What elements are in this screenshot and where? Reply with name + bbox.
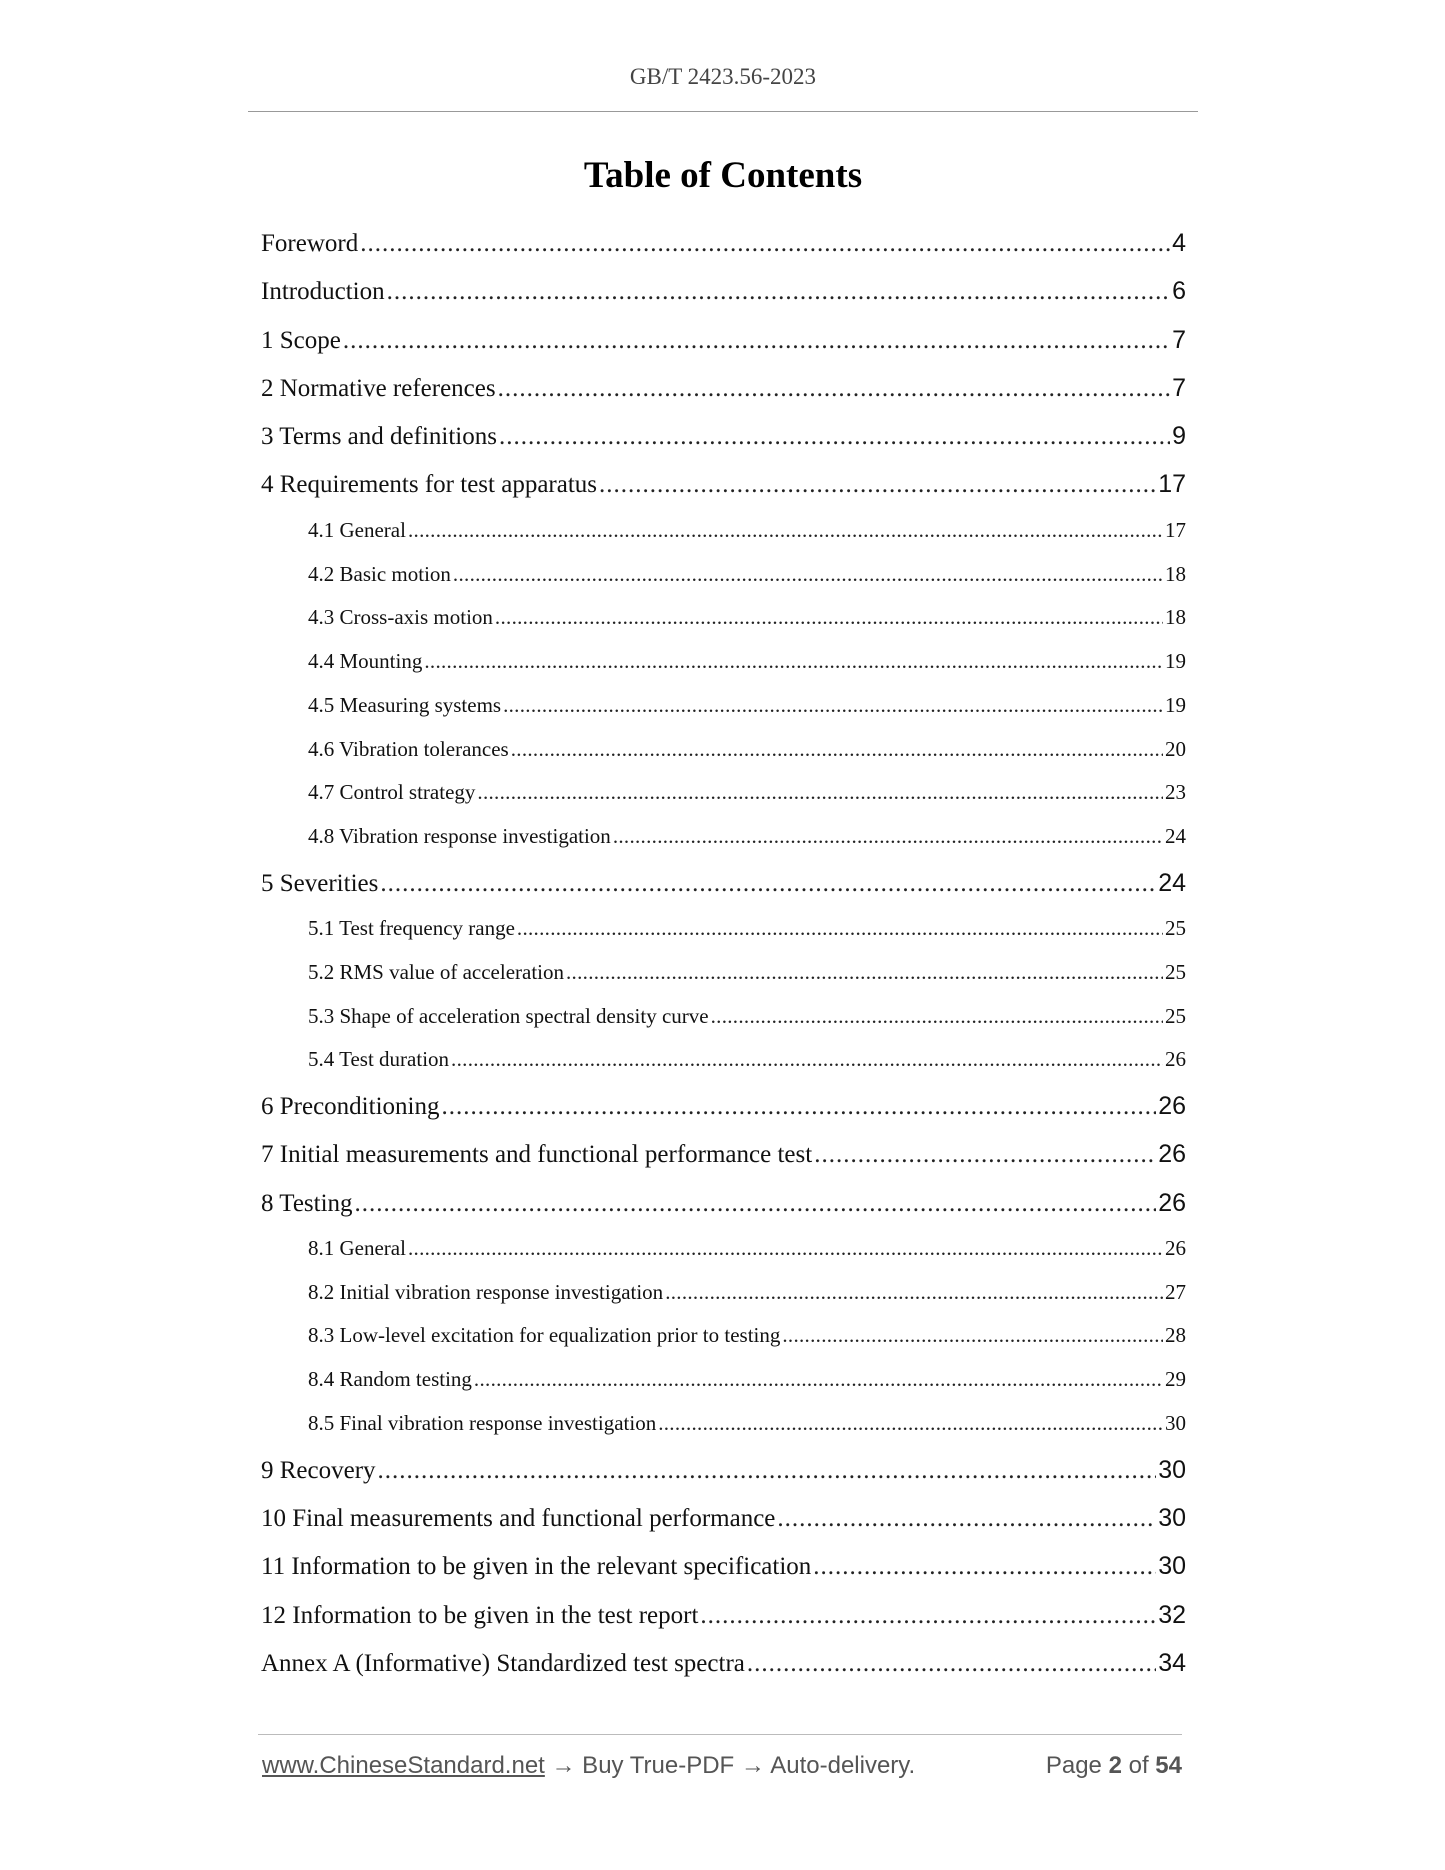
table-of-contents xyxy=(261,219,1186,1687)
toc-entry-label: 8.2 Initial vibration response investigation xyxy=(308,1279,664,1304)
toc-subentry[interactable] xyxy=(261,1227,1186,1271)
toc-entry-label: 4 Requirements for test apparatus xyxy=(261,471,598,499)
toc-entry-label: 4.7 Control strategy xyxy=(308,780,476,805)
toc-page-number: 27 xyxy=(1165,1279,1186,1304)
toc-entry-label: 4.2 Basic motion xyxy=(308,561,451,586)
toc-entry-label: 5.4 Test duration xyxy=(308,1047,450,1072)
toc-dot-leader xyxy=(613,815,1163,859)
toc-entry-label: 4.3 Cross-axis motion xyxy=(308,605,493,630)
toc-dot-leader xyxy=(424,640,1163,684)
toc-entry[interactable] xyxy=(261,1130,1186,1178)
toc-dot-leader xyxy=(387,268,1171,315)
toc-dot-leader xyxy=(378,1447,1157,1494)
header-divider xyxy=(248,111,1198,112)
toc-subentry[interactable] xyxy=(261,771,1186,815)
toc-entry-label: 4.8 Vibration response investigation xyxy=(308,824,611,849)
toc-dot-leader xyxy=(477,771,1163,815)
toc-dot-leader xyxy=(495,596,1163,640)
toc-subentry[interactable] xyxy=(261,1314,1186,1358)
toc-page-number: 26 xyxy=(1165,1235,1186,1260)
toc-entry[interactable] xyxy=(261,267,1186,315)
toc-dot-leader xyxy=(451,1038,1163,1082)
toc-dot-leader xyxy=(665,1271,1163,1315)
toc-page-number: 25 xyxy=(1165,1003,1186,1028)
page-indicator xyxy=(1046,1752,1182,1780)
toc-entry-label: 2 Normative references xyxy=(261,374,496,402)
toc-entry-label: 4.4 Mounting xyxy=(308,649,423,674)
toc-dot-leader xyxy=(441,1083,1156,1130)
toc-page-number: 18 xyxy=(1165,605,1186,630)
toc-subentry[interactable] xyxy=(261,596,1186,640)
page-prefix: Page xyxy=(1045,1752,1102,1779)
toc-entry-label: 12 Information to be given in the test report xyxy=(261,1601,699,1629)
toc-page-number: 7 xyxy=(1172,325,1186,354)
toc-entry-label: 5.2 RMS value of acceleration xyxy=(308,959,564,984)
toc-dot-leader xyxy=(566,951,1163,995)
toc-dot-leader xyxy=(498,365,1170,412)
toc-entry[interactable] xyxy=(261,1446,1186,1494)
footer-divider xyxy=(258,1734,1182,1735)
toc-entry[interactable] xyxy=(261,364,1186,412)
toc-subentry[interactable] xyxy=(261,1402,1186,1446)
toc-dot-leader xyxy=(658,1402,1163,1446)
toc-dot-leader xyxy=(474,1358,1163,1402)
toc-entry-label: Introduction xyxy=(261,278,385,306)
toc-entry-label: 8.3 Low-level excitation for equalization prior to testing xyxy=(308,1323,781,1348)
toc-dot-leader xyxy=(380,860,1156,907)
toc-dot-leader xyxy=(360,220,1170,267)
toc-dot-leader xyxy=(700,1592,1156,1639)
toc-entry-label: 4.6 Vibration tolerances xyxy=(308,736,509,761)
toc-dot-leader xyxy=(511,728,1163,772)
toc-subentry[interactable] xyxy=(261,684,1186,728)
toc-entry[interactable] xyxy=(261,1179,1186,1227)
toc-dot-leader xyxy=(782,1314,1163,1358)
toc-page-number: 30 xyxy=(1158,1455,1186,1484)
toc-dot-leader xyxy=(747,1640,1156,1687)
toc-entry-label: 10 Final measurements and functional performance xyxy=(261,1505,776,1533)
toc-page-number: 19 xyxy=(1165,649,1186,674)
toc-page-number: 30 xyxy=(1165,1410,1186,1435)
footer-promo xyxy=(262,1752,915,1780)
toc-page-number: 26 xyxy=(1158,1140,1186,1169)
toc-subentry[interactable] xyxy=(261,553,1186,597)
toc-entry-label: 11 Information to be given in the relevant specification xyxy=(261,1553,812,1581)
toc-page-number: 17 xyxy=(1158,470,1186,499)
document-header: GB/T 2423.56-2023 xyxy=(629,64,817,89)
toc-entry[interactable] xyxy=(261,1591,1186,1639)
toc-page-number: 19 xyxy=(1165,692,1186,717)
toc-page-number: 32 xyxy=(1158,1600,1186,1629)
toc-subentry[interactable] xyxy=(261,951,1186,995)
toc-subentry[interactable] xyxy=(261,1271,1186,1315)
footer-promo-text: → Buy True-PDF → Auto-delivery. xyxy=(544,1752,916,1779)
toc-dot-leader xyxy=(711,995,1163,1039)
toc-page-number: 18 xyxy=(1165,561,1186,586)
toc-dot-leader xyxy=(343,317,1170,364)
toc-entry-label: 9 Recovery xyxy=(261,1456,376,1484)
toc-page-number: 25 xyxy=(1165,916,1186,941)
toc-subentry[interactable] xyxy=(261,1038,1186,1082)
toc-entry[interactable] xyxy=(261,316,1186,364)
toc-entry-label: 6 Preconditioning xyxy=(261,1093,440,1121)
toc-subentry[interactable] xyxy=(261,1358,1186,1402)
toc-subentry[interactable] xyxy=(261,728,1186,772)
toc-entry-label: 8.4 Random testing xyxy=(308,1367,472,1392)
toc-dot-leader xyxy=(517,907,1163,951)
toc-subentry[interactable] xyxy=(261,509,1186,553)
toc-entry-label: 5.1 Test frequency range xyxy=(308,916,515,941)
toc-page-number: 26 xyxy=(1158,1092,1186,1121)
toc-dot-leader xyxy=(503,684,1163,728)
toc-subentry[interactable] xyxy=(261,815,1186,859)
toc-page-number: 28 xyxy=(1165,1323,1186,1348)
toc-entry[interactable] xyxy=(261,460,1186,508)
toc-page-number: 29 xyxy=(1165,1367,1186,1392)
toc-entry[interactable] xyxy=(261,1639,1186,1687)
toc-page-number: 6 xyxy=(1172,277,1186,306)
toc-entry-label: 1 Scope xyxy=(261,326,341,354)
toc-page-number: 26 xyxy=(1165,1047,1186,1072)
toc-entry[interactable] xyxy=(261,219,1186,267)
toc-page-number: 34 xyxy=(1158,1648,1186,1677)
toc-dot-leader xyxy=(453,553,1163,597)
toc-entry[interactable] xyxy=(261,859,1186,907)
toc-page-number: 30 xyxy=(1158,1552,1186,1581)
toc-entry-label: 5.3 Shape of acceleration spectral density curve xyxy=(308,1003,709,1028)
toc-page-number: 4 xyxy=(1172,229,1186,257)
toc-dot-leader xyxy=(814,1131,1156,1178)
toc-page-number: 24 xyxy=(1165,824,1186,849)
toc-dot-leader xyxy=(599,461,1156,508)
toc-page-number: 23 xyxy=(1165,780,1186,805)
toc-subentry[interactable] xyxy=(261,640,1186,684)
website-link[interactable]: www.ChineseStandard.net xyxy=(262,1752,545,1779)
toc-entry-label: 3 Terms and definitions xyxy=(261,423,497,451)
toc-page-number: 30 xyxy=(1158,1504,1186,1533)
toc-entry-label: 8.1 General xyxy=(308,1235,406,1260)
toc-page-number: 26 xyxy=(1158,1188,1186,1217)
toc-entry-label: 7 Initial measurements and functional performance test xyxy=(261,1141,813,1169)
toc-page-number: 17 xyxy=(1165,517,1186,542)
toc-entry[interactable] xyxy=(261,1082,1186,1130)
toc-page-number: 25 xyxy=(1165,959,1186,984)
toc-entry-label: 5 Severities xyxy=(261,869,379,897)
toc-page-number: 9 xyxy=(1172,422,1186,451)
page-title: Table of Contents xyxy=(583,155,863,196)
toc-entry[interactable] xyxy=(261,1542,1186,1590)
toc-page-number: 20 xyxy=(1165,736,1186,761)
toc-entry-label: 8 Testing xyxy=(261,1189,353,1217)
toc-entry-label: Foreword xyxy=(261,230,359,257)
total-pages-number: 54 xyxy=(1155,1752,1182,1779)
current-page-number: 2 xyxy=(1108,1752,1122,1779)
toc-dot-leader xyxy=(499,413,1170,460)
toc-entry-label: 8.5 Final vibration response investigation xyxy=(308,1410,657,1435)
toc-entry-label: 4.1 General xyxy=(308,517,406,542)
toc-entry-label: Annex A (Informative) Standardized test spectra xyxy=(261,1649,745,1677)
page-footer xyxy=(262,1752,1182,1780)
toc-dot-leader xyxy=(408,509,1163,553)
toc-dot-leader xyxy=(408,1227,1163,1271)
toc-dot-leader xyxy=(355,1180,1157,1227)
toc-page-number: 7 xyxy=(1172,373,1186,402)
toc-entry-label: 4.5 Measuring systems xyxy=(308,692,502,717)
toc-entry[interactable] xyxy=(261,1494,1186,1542)
toc-page-number: 24 xyxy=(1158,868,1186,897)
toc-dot-leader xyxy=(813,1543,1156,1590)
toc-dot-leader xyxy=(777,1495,1156,1542)
toc-subentry[interactable] xyxy=(261,995,1186,1039)
toc-entry[interactable] xyxy=(261,412,1186,460)
toc-subentry[interactable] xyxy=(261,907,1186,951)
page-of-label: of xyxy=(1128,1752,1149,1779)
